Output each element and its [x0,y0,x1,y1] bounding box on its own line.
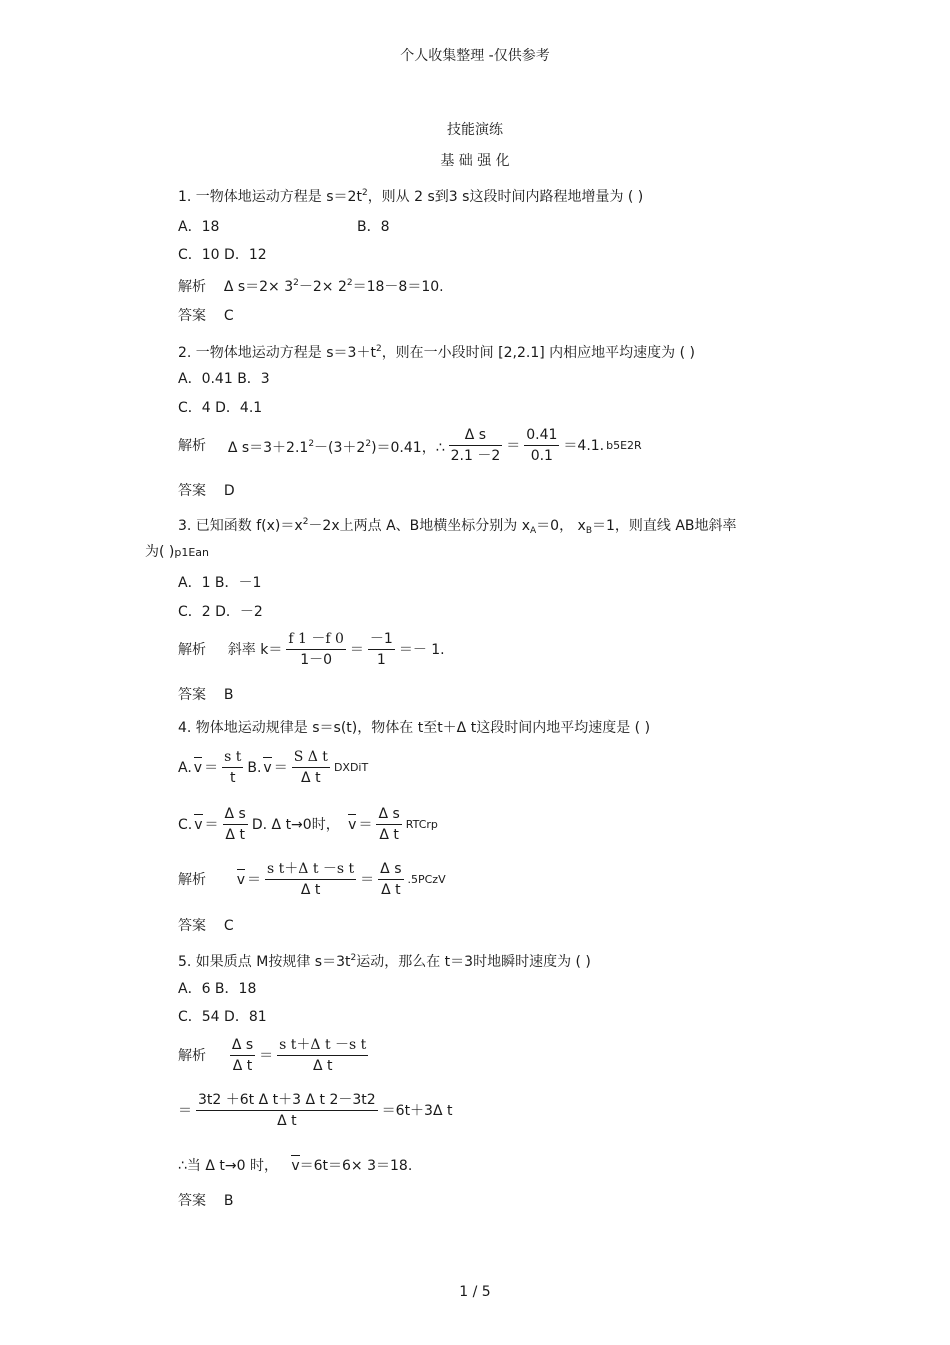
q5-analysis-line2: ＝ $\frac{\text{3t2 ＋6t Δ t＋3 Δ t 2－3t2}}{\text{Δ t}}$ ＝6t＋3Δ t [178,1092,453,1129]
q2-fraction-delta: $\frac{\text{Δ s}}{2.1 -2}$ [450,427,501,464]
q1-option-b: B．8 [357,219,390,235]
q3-analysis: 解析 斜率 k＝ $\frac{f 1 -f 0}{1-0}$ ＝ $\frac{-1}{1}$ ＝－ 1. [178,631,445,668]
q3-fraction-slope: $\frac{f 1 -f 0}{1-0}$ [288,631,344,668]
q4-analysis-fraction-2: $\frac{\text{Δ s}}{\text{Δ t}}$ [380,861,402,898]
q5-fraction-delta: $\frac{\text{Δ s}}{\text{Δ t}}$ [231,1037,254,1074]
q4-option-d-fraction: $\frac{\text{Δ s}}{\text{Δ t}}$ [378,806,400,843]
q4-option-b-fraction: $\frac{\text{S Δ t}}{\text{Δ t}}$ [293,749,328,786]
q3-options-cd: C．2 D．－2 [178,604,263,620]
q4-options-ab: A. v ＝ $\frac{\text{s t}}{t}$ B. v ＝ $\frac{\text{S Δ t}}{\text{Δ t}}$ DXDiT [178,749,369,786]
q3-stem: 3. 已知函数 $f(x)=x^2-2x$上两点 A、B地横坐标分别为 $x_A=0$， $x_B=1$，则直线 AB地斜率 [178,517,737,536]
q2-stem: 2. 一物体地运动方程是 $s=3+t^2$，则在一小段时间 [2,2.1] 内相应地平均速度为 ( ) [178,344,695,361]
q3-answer: 答案 B [178,687,234,703]
q3-fraction-value: $\frac{-1}{1}$ [369,631,393,668]
q4-option-a-fraction: $\frac{\text{s t}}{t}$ [224,749,242,786]
q2-options-ab: A．0.41 B．3 [178,371,270,387]
q1-answer: 答案 C [178,308,234,324]
q4-answer: 答案 C [178,918,234,934]
q2-answer: 答案 D [178,483,235,499]
page-number: 1 / 5 [459,1284,491,1300]
q4-analysis-fraction: $\frac{\text{s t＋Δ t －s t}}{\text{Δ t}}$ [267,861,355,898]
section-title: 技能演练 [447,122,503,138]
q4-options-cd: C. v ＝ $\frac{\text{Δ s}}{\text{Δ t}}$ D. Δ t→0时， v ＝ $\frac{\text{Δ s}}{\text{Δ t}}$ RTCrp [178,806,438,843]
page-header: 个人收集整理 -仅供参考 [400,48,550,64]
q3-stem-line2: 为( )p1Ean [145,544,210,560]
q5-fraction-expanded: $\frac{\text{s t＋Δ t －s t}}{\text{Δ t}}$ [279,1037,367,1074]
q1-option-a: A．18 [178,219,220,235]
q5-stem: 5. 如果质点 M按规律 $s=3t^2$运动，那么在 t＝3时地瞬时速度为 ( ) [178,953,591,970]
q2-options-cd: C．4 D．4.1 [178,400,263,416]
q1-stem: 1. 一物体地运动方程是 $s=2t^2$，则从 2 s到3 s这段时间内路程地增量为 ( ) [178,188,644,205]
q5-fraction-simplified: $\frac{\text{3t2 ＋6t Δ t＋3 Δ t 2－3t2}}{\text{Δ t}}$ [198,1092,376,1129]
q4-option-c-fraction: $\frac{\text{Δ s}}{\text{Δ t}}$ [224,806,246,843]
q4-analysis: 解析 v ＝ $\frac{\text{s t＋Δ t －s t}}{\text{Δ t}}$ ＝ $\frac{\text{Δ s}}{\text{Δ t}}$ .5PCzV [178,861,446,898]
q5-options-cd: C．54 D．81 [178,1009,267,1025]
q4-stem: 4. 物体地运动规律是 s＝s(t)，物体在 t至t＋Δ t这段时间内地平均速度是 ( ) [178,720,651,736]
q1-analysis: 解析 Δ $s=2\times 3^2-2\times 2^2=18-8=10$. [178,278,444,295]
q1-options-cd: C．10 D．12 [178,247,267,263]
q2-analysis: 解析 Δ $s=3+2.1^2-(3+2^2)=0.41$，∴ $\frac{\text{Δ s}}{2.1 -2}$ ＝ $\frac{0.41}{0.1}$ ＝4.1. b5E2R [178,427,642,464]
q5-options-ab: A．6 B．18 [178,981,257,997]
subsection-title: 基 础 强 化 [440,153,510,169]
q3-options-ab: A．1 B．－1 [178,575,262,591]
q5-analysis: 解析 $\frac{\text{Δ s}}{\text{Δ t}}$ ＝ $\frac{\text{s t＋Δ t －s t}}{\text{Δ t}}$ [178,1037,367,1074]
q2-fraction-value: $\frac{0.41}{0.1}$ [526,427,558,464]
q5-conclusion: ∴当 Δ t→0 时， v＝6t＝6× 3＝18. [178,1158,413,1174]
q5-answer: 答案 B [178,1193,234,1209]
